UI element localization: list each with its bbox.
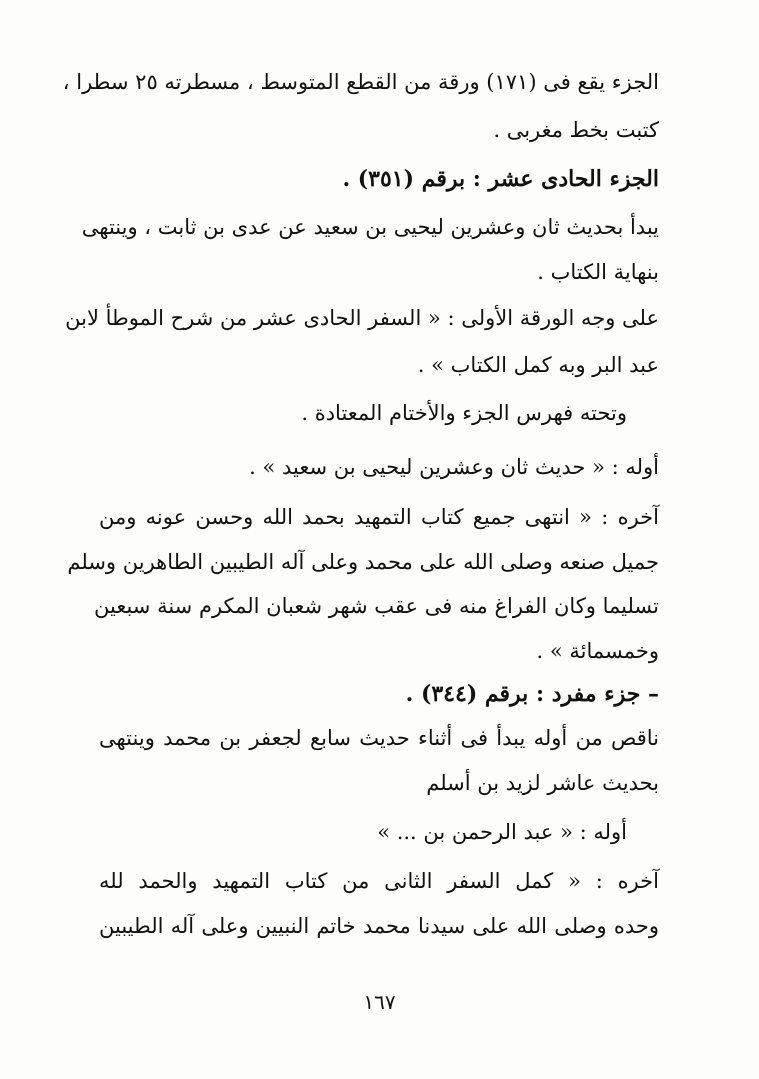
text-line-17: أوله : « عبد الرحمن بن ... » — [377, 820, 627, 844]
text-line-9: أوله : « حديث ثان وعشرين ليحيى بن سعيد » . — [249, 455, 659, 479]
text-line-19: وحده وصلى الله على سيدنا محمد خاتم النبيين وعلى آله الطيبين — [99, 914, 659, 938]
page-number: ١٦٧ — [363, 990, 396, 1014]
text-line-18: آخره : « كمل السفر الثانى من كتاب التمهيد والحمد لله — [99, 869, 659, 893]
text-line-10: آخره : « انتهى جميع كتاب التمهيد بحمد الله وحسن عونه ومن — [99, 505, 659, 529]
section-heading-single-part: – جزء مفرد : برقم (٣٤٤) . — [405, 681, 659, 707]
text-line-16: بحديث عاشر لزيد بن أسلم — [426, 771, 659, 795]
text-line-4: يبدأ بحديث ثان وعشرين ليحيى بن سعيد عن عدى بن ثابت ، وينتهى — [81, 215, 659, 239]
text-line-12: تسليما وكان الفراغ منه فى عقب شهر شعبان المكرم سنة سبعين — [94, 594, 659, 618]
text-line-7: عبد البر وبه كمل الكتاب » . — [417, 353, 659, 377]
text-line-13: وخمسمائة » . — [536, 639, 659, 663]
text-line-6: على وجه الورقة الأولى : « السفر الحادى عشر من شرح الموطأ لابن — [65, 306, 659, 330]
text-line-11: جميل صنعه وصلى الله على محمد وعلى آله الطيبين الطاهرين وسلم — [67, 550, 659, 574]
text-line-2: كتبت بخط مغربى . — [493, 118, 659, 142]
text-line-8: وتحته فهرس الجزء والأختام المعتادة . — [301, 401, 627, 425]
text-line-15: ناقص من أوله يبدأ فى أثناء حديث سابع لجعفر بن محمد وينتهى — [99, 726, 659, 750]
text-line-5: بنهاية الكتاب . — [537, 260, 659, 284]
section-heading-part-11: الجزء الحادى عشر : برقم (٣٥١) . — [342, 166, 659, 192]
text-line-1: الجزء يقع فى (١٧١) ورقة من القطع المتوسط ، مسطرته ٢٥ سطرا ، — [62, 70, 659, 94]
